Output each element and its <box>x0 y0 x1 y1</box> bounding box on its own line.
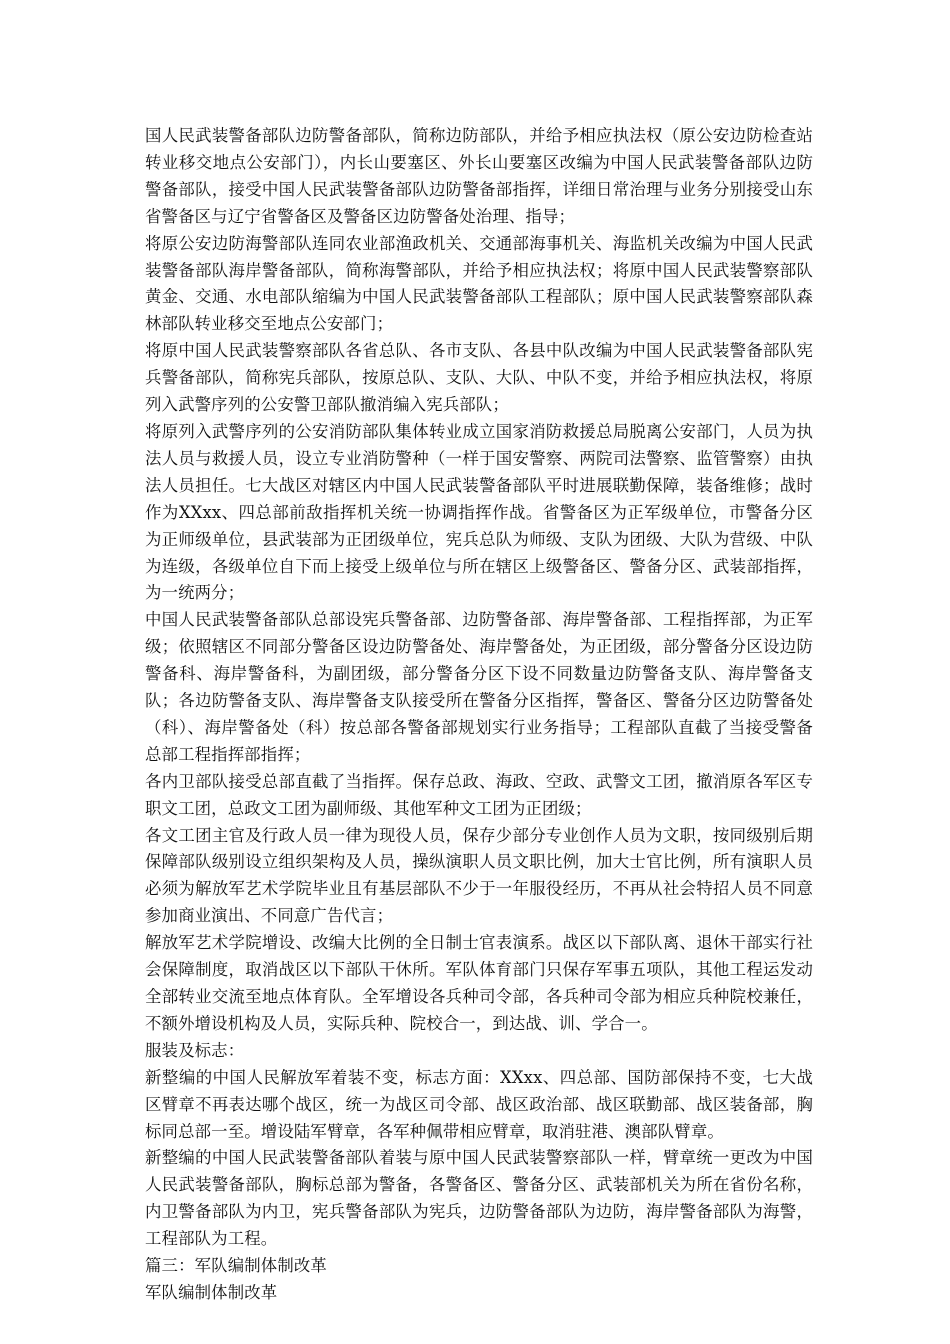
paragraph-art-troupes: 各文工团主官及行政人员一律为现役人员，保存少部分专业创作人员为文职，按同级别后期保障部队级别设立组织架构及人员，操纵演职人员文职比例，加大士官比例，所有演职人员必须为解放军艺术学院毕业且有基层部队不少于一年服役经历，不再从社会特招人员不同意参加商业演出、不同意广告代言； <box>145 825 813 926</box>
heading-reform-title: 军队编制体制改革 <box>145 1282 278 1302</box>
paragraph-pla-insignia: 新整编的中国人民解放军着装不变，标志方面：XXxx、四总部、国防部保持不变，七大战区臂章不再表达哪个战区，统一为战区司令部、战区政治部、战区联勤部、战区装备部，胸标同总部一至。增设陆军臂章，各军种佩带相应臂章，取消驻港、澳部队臂章。 <box>145 1067 813 1141</box>
heading-chapter-three: 篇三：军队编制体制改革 <box>145 1256 327 1276</box>
paragraph-fire-rescue: 将原列入武警序列的公安消防部队集体转业成立国家消防救援总局脱离公安部门，人员为执法人员与救援人员，设立专业消防警种（一样于国安警察、两院司法警察、监管警察）由执法人员担任。七大战区对辖区内中国人民武装警备部队平时进展联勤保障，装备维修；战时作为XXxx、四总部前敌指挥机关统一协调指挥作战。省警备区为正军级单位，市警备分区为正师级单位，县武装部为正团级单位，宪兵总队为师级、支队为团级、大队为营级、中队为连级，各级单位自下而上接受上级单位与所在辖区上级警备区、警备分区、武装部指挥，为一统两分； <box>145 421 813 603</box>
paragraph-internal-guard: 各内卫部队接受总部直截了当指挥。保存总政、海政、空政、武警文工团，撤消原各军区专职文工团，总政文工团为副师级、其他军种文工团为正团级； <box>145 771 813 818</box>
paragraph-headquarters-structure: 中国人民武装警备部队总部设宪兵警备部、边防警备部、海岸警备部、工程指挥部，为正军级；依照辖区不同部分警备区设边防警备处、海岸警备处，为正团级，部分警备分区设边防警备科、海岸警备科，为副团级，部分警备分区下设不同数量边防警备支队、海岸警备支队；各边防警备支队、海岸警备支队接受所在警备分区指挥，警备区、警备分区边防警备处（科）、海岸警备处（科）按总部各警备部规划实行业务指导；工程部队直截了当接受警备总部工程指挥部指挥； <box>145 610 813 764</box>
paragraph-border-defense: 国人民武装警备部队边防警备部队，简称边防部队，并给予相应执法权（原公安边防检查站转业移交地点公安部门），内长山要塞区、外长山要塞区改编为中国人民武装警备部队边防警备部队，接受中国人民武装警备部队边防警备部指挥，详细日常治理与业务分别接受山东省警备区与辽宁省警备区及警备区边防警备处治理、指导； <box>145 126 813 226</box>
paragraph-gendarmerie: 将原中国人民武装警察部队各省总队、各市支队、各县中队改编为中国人民武装警备部队宪兵警备部队，简称宪兵部队，按原总队、支队、大队、中队不变，并给予相应执法权，将原列入武警序列的公安警卫部队撤消编入宪兵部队； <box>145 341 813 415</box>
paragraph-armed-police-insignia: 新整编的中国人民武装警备部队着装与原中国人民武装警察部队一样，臂章统一更改为中国人民武装警备部队，胸标总部为警备，各警备区、警备分区、武装部机关为所在省份名称，内卫警备部队为内卫，宪兵警备部队为宪兵，边防警备部队为边防，海岸警备部队为海警，工程部队为工程。 <box>145 1148 813 1249</box>
paragraph-coast-guard: 将原公安边防海警部队连同农业部渔政机关、交通部海事机关、海监机关改编为中国人民武装警备部队海岸警备部队，简称海警部队，并给予相应执法权；将原中国人民武装警察部队黄金、交通、水电部队缩编为中国人民武装警备部队工程部队；原中国人民武装警察部队森林部队转业移交至地点公安部门； <box>145 233 813 334</box>
document-body <box>145 123 813 1307</box>
heading-uniforms: 服装及标志： <box>145 1040 245 1060</box>
paragraph-art-academy: 解放军艺术学院增设、改编大比例的全日制士官表演系。战区以下部队离、退休干部实行社会保障制度，取消战区以下部队干休所。军队体育部门只保存军事五项队，其他工程运发动全部转业交流至地点体育队。全军增设各兵种司令部，各兵种司令部为相应兵种院校兼任，不额外增设机构及人员，实际兵种、院校合一，到达战、训、学合一。 <box>145 933 813 1033</box>
